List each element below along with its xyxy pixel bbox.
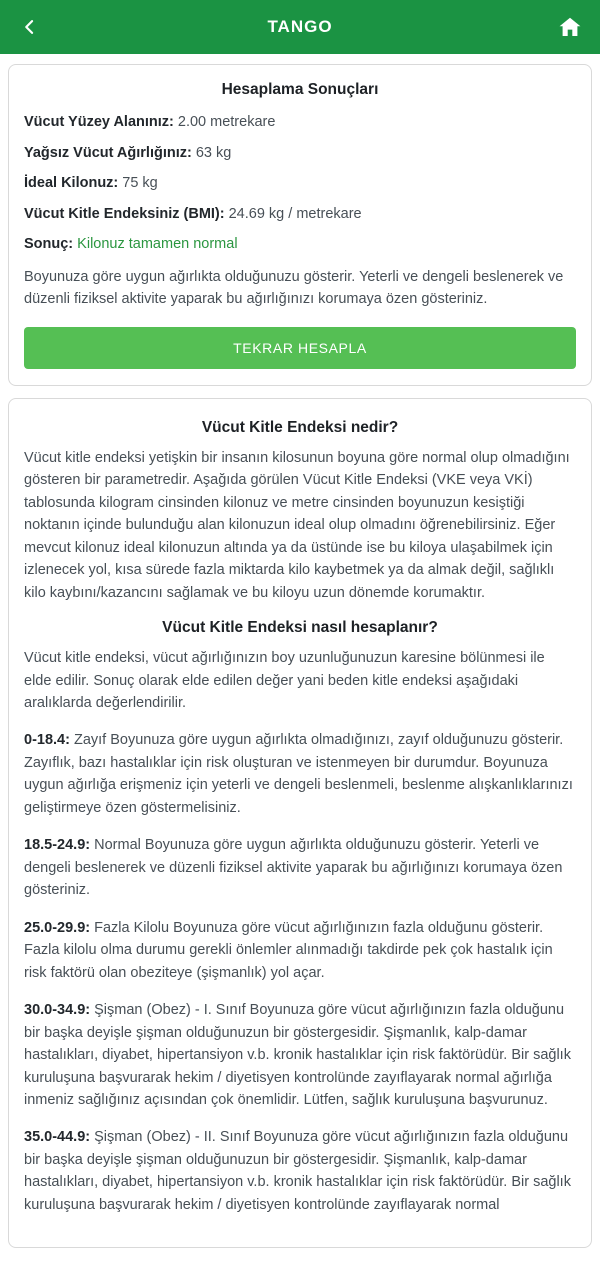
result-row <box>24 174 576 194</box>
results-rows <box>24 113 576 224</box>
info-paragraph: Vücut kitle endeksi, vücut ağırlığınızın boy uzunluğunuzun karesine bölünmesi ile elde edilir. Sonuç olarak elde edilen değer yani beden kitle endeksi aşağıdaki aralıklarda değerlendirilir. <box>24 650 545 711</box>
bmi-range-label: 25.0-29.9: <box>24 919 91 936</box>
info-paragraph: 35.0-44.9: Şişman (Obez) - II. Sınıf Boyunuza göre vücut ağırlığınızın fazla olduğunu bir başka deyişle şişman olduğunuzun bir göstergesidir. Şişmanlık, kalp-damar hastalıkları, diyabet, hipertansiyon v.b. kronik hastalıklar için risk faktörüdür. Bir sağlık kuruluşuna başvurarak hekim / diyetisyen kontrolünde zayıflayarak normal <box>24 1129 571 1213</box>
result-row-value: 63 kg <box>191 144 232 161</box>
result-row <box>24 205 576 225</box>
bmi-range-label: 35.0-44.9: <box>24 1129 91 1146</box>
chevron-left-icon <box>20 17 40 37</box>
result-row-label: Vücut Yüzey Alanınız: <box>24 114 174 130</box>
result-row-label: İdeal Kilonuz: <box>24 175 119 192</box>
info-section-heading: Vücut Kitle Endeksi nasıl hesaplanır? <box>162 619 438 637</box>
info-paragraph: 18.5-24.9: Normal Boyunuza göre uygun ağırlıkta olduğunuzu gösterir. Yeterli ve dengeli beslenerek ve düzenli fiziksel aktivite yaparak bu ağırlığınızı korumaya özen gösteriniz. <box>24 837 563 899</box>
results-card <box>8 64 592 386</box>
home-button[interactable] <box>556 13 584 41</box>
bmi-range-label: 18.5-24.9: <box>24 837 91 854</box>
result-summary-value: Kilonuz tamamen normal <box>77 236 238 253</box>
info-paragraph: 30.0-34.9: Şişman (Obez) - I. Sınıf Boyunuza göre vücut ağırlığınızın fazla olduğunu bir başka deyişle şişman olduğunuzun bir göstergesidir. Şişmanlık, kalp-damar hastalıkları, diyabet, hipertansiyon v.b. kronik hastalıklar için risk faktörüdür. Bir sağlık kuruluşuna başvurarak hekim / diyetisyen kontrolünde zayıflayarak normal ağırlığa inmeniz sağlığınız açısından çok önemlidir. Lütfen, sağlık kuruluşuna başvurunuz. <box>24 1002 571 1108</box>
info-card <box>8 398 592 1249</box>
result-row <box>24 113 576 133</box>
result-row-value: 2.00 metrekare <box>173 114 276 130</box>
result-note: Boyunuza göre uygun ağırlıkta olduğunuzu gösterir. Yeterli ve dengeli beslenerek ve düzenli fiziksel aktivite yaparak bu ağırlığınızı korumaya özen gösteriniz. <box>24 268 564 308</box>
results-card-title: Hesaplama Sonuçları <box>221 81 379 98</box>
bmi-range-label: 30.0-34.9: <box>24 1002 91 1019</box>
info-paragraph: Vücut kitle endeksi yetişkin bir insanın kilosunun boyuna göre normal olup olmadığını gösteren bir parametredir. Aşağıda görülen Vücut Kitle Endeksi (VKE veya VKİ) tablosunda kilogram cinsinden kilonuz ve metre cinsinden boyunuzun kesiştiği noktanın içinde bulunduğu alan kilonuzun ideal olup olmadını öğrenebilirsiniz. Eğer mevcut kilonuz ideal kilonuzun altında ya da üstünde ise bu kiloya ulaşabilmek için izlenecek yol, kısa sürede fazla miktarda kilo kaybetmek ya da almak değil, sağlıklı kilo kaybını/kazancını sağlamak ve bu kiloyu uzun dönemde korumaktır. <box>24 449 570 601</box>
result-summary-label: Sonuç: <box>24 236 74 253</box>
app-bar <box>0 0 600 54</box>
page-content <box>0 54 600 1270</box>
result-row-label: Yağsız Vücut Ağırlığınız: <box>24 144 192 161</box>
result-row <box>24 144 576 164</box>
result-row-value: 75 kg <box>118 175 158 192</box>
info-section-heading: Vücut Kitle Endeksi nedir? <box>201 418 399 436</box>
back-button[interactable] <box>16 13 44 41</box>
home-icon <box>558 15 582 39</box>
app-title: TANGO <box>267 17 333 36</box>
recalculate-button[interactable]: TEKRAR HESAPLA <box>24 327 576 369</box>
result-summary-row <box>24 235 576 255</box>
bmi-range-label: 0-18.4: <box>24 732 70 749</box>
info-paragraph: 0-18.4: Zayıf Boyunuza göre uygun ağırlıkta olmadığınızı, zayıf olduğunuzu gösterir. Zayıflık, bazı hastalıklar için risk oluşturan ve istenmeyen bir durumdur. Boyunuza uygun ağırlığa erişmeniz için yeterli ve dengeli beslenmeli, beslenme alışkanlıklarınızı geliştirmeye özen göstermelisiniz. <box>24 732 573 816</box>
info-paragraph: 25.0-29.9: Fazla Kilolu Boyunuza göre vücut ağırlığınızın fazla olduğunu gösterir. Fazla kilolu olma durumu gerekli önlemler alınmadığı takdirde pek çok hastalık için risk faktörü olan obeziteye (şişmanlık) yol açar. <box>24 919 553 981</box>
result-row-value: 24.69 kg / metrekare <box>224 205 362 222</box>
result-row-label: Vücut Kitle Endeksiniz (BMI): <box>24 205 225 222</box>
